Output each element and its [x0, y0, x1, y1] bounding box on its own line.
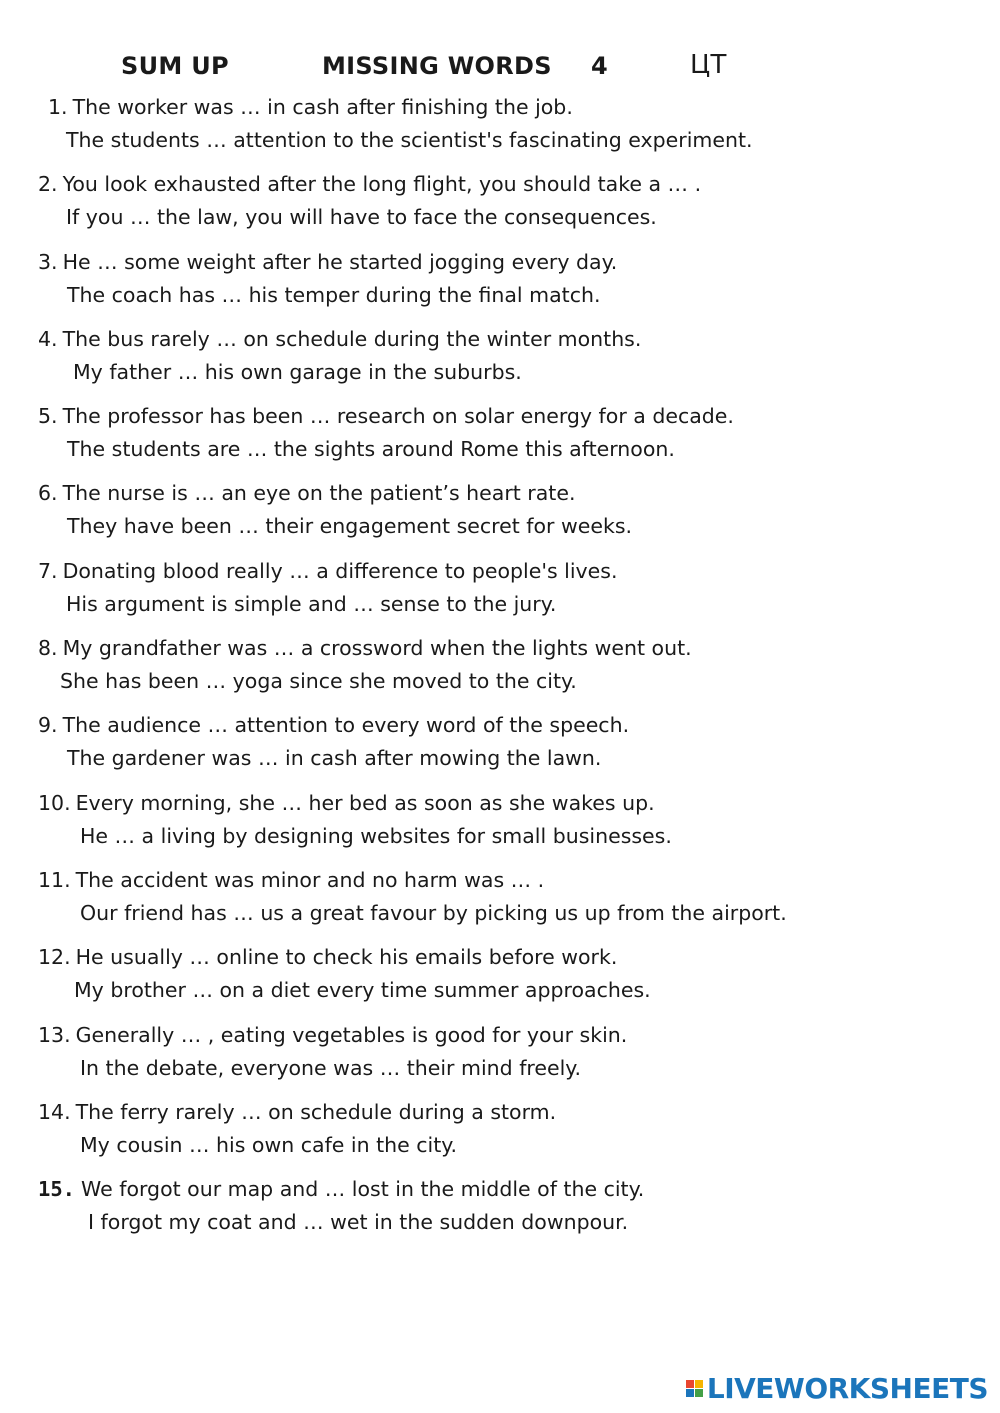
brand-name: LIVEWORKSHEETS — [706, 1372, 988, 1405]
exercise-sentence-1 — [38, 866, 544, 894]
sentence-text: You look exhausted after the long flight, you should take a … . — [62, 172, 702, 197]
exercise-sentence-1 — [38, 402, 734, 430]
logo-squares-icon — [686, 1380, 703, 1397]
exercise-sentence-1 — [38, 1175, 644, 1203]
sentence-text: We forgot our map and … lost in the middle of the city. — [81, 1177, 645, 1202]
sentence-text: The ferry rarely … on schedule during a storm. — [75, 1099, 557, 1124]
exercise-number: 3. — [38, 249, 58, 274]
liveworksheets-logo — [686, 1372, 988, 1405]
exercise-sentence-2: Our friend has … us a great favour by picking us up from the airport. — [80, 900, 787, 925]
exercise-sentence-2: The gardener was … in cash after mowing the lawn. — [67, 746, 602, 771]
exercise-list — [0, 93, 1000, 1252]
exercise-sentence-1 — [38, 1098, 556, 1126]
exercise-item — [0, 557, 1000, 634]
exercise-sentence-2: My brother … on a diet every time summer approaches. — [74, 978, 651, 1003]
exercise-sentence-2: They have been … their engagement secret for weeks. — [67, 514, 633, 539]
exercise-item — [0, 93, 1000, 170]
exercise-item — [0, 1098, 1000, 1175]
exercise-item — [0, 325, 1000, 402]
exercise-item — [0, 170, 1000, 247]
header-sum-up: SUM UP — [121, 52, 229, 80]
exercise-number: 5. — [38, 404, 58, 429]
exercise-number: 1. — [48, 95, 68, 119]
exercise-sentence-2: The coach has … his temper during the final match. — [67, 282, 601, 307]
exercise-sentence-2: His argument is simple and … sense to the jury. — [66, 591, 557, 616]
exercise-sentence-1 — [38, 1021, 627, 1049]
exercise-sentence-1 — [48, 93, 573, 121]
exercise-sentence-2: She has been … yoga since she moved to the city. — [60, 669, 577, 694]
header-number: 4 — [591, 52, 608, 80]
exercise-number: 14. — [38, 1099, 71, 1124]
header-missing-words: MISSING WORDS — [322, 52, 552, 80]
sentence-text: My grandfather was … a crossword when the lights went out. — [62, 636, 692, 661]
exercise-item — [0, 1175, 1000, 1252]
sentence-text: He … some weight after he started jogging every day. — [62, 249, 618, 274]
exercise-number: 15. — [38, 1177, 76, 1202]
exercise-sentence-1 — [38, 557, 617, 585]
exercise-item — [0, 866, 1000, 943]
exercise-number: 7. — [38, 558, 58, 583]
exercise-sentence-1 — [38, 479, 575, 507]
sentence-text: The professor has been … research on solar energy for a decade. — [62, 404, 734, 429]
sentence-text: Generally … , eating vegetables is good for your skin. — [75, 1022, 628, 1047]
exercise-sentence-1 — [38, 325, 641, 353]
exercise-sentence-2: I forgot my coat and … wet in the sudden downpour. — [88, 1210, 629, 1235]
sentence-text: Donating blood really … a difference to people's lives. — [62, 558, 618, 583]
exercise-item — [0, 943, 1000, 1020]
exercise-sentence-2: The students … attention to the scientist's fascinating experiment. — [66, 128, 753, 152]
sentence-text: The worker was … in cash after finishing the job. — [72, 95, 573, 119]
exercise-sentence-1 — [38, 943, 617, 971]
exercise-item — [0, 634, 1000, 711]
exercise-sentence-1 — [38, 170, 701, 198]
exercise-sentence-1 — [38, 711, 629, 739]
exercise-item — [0, 479, 1000, 556]
exercise-sentence-2: In the debate, everyone was … their mind freely. — [80, 1055, 582, 1080]
exercise-sentence-2: My father … his own garage in the suburbs. — [73, 359, 522, 384]
exercise-number: 6. — [38, 481, 58, 506]
exercise-item — [0, 711, 1000, 788]
header-code: ЦТ — [690, 50, 727, 80]
worksheet-header — [0, 52, 1000, 86]
exercise-item — [0, 248, 1000, 325]
exercise-sentence-2: If you … the law, you will have to face the consequences. — [66, 205, 657, 230]
exercise-item — [0, 402, 1000, 479]
exercise-item — [0, 789, 1000, 866]
sentence-text: The accident was minor and no harm was … . — [75, 867, 545, 892]
exercise-sentence-1 — [38, 789, 655, 817]
exercise-number: 13. — [38, 1022, 71, 1047]
exercise-number: 8. — [38, 636, 58, 661]
exercise-number: 11. — [38, 867, 71, 892]
sentence-text: Every morning, she … her bed as soon as she wakes up. — [75, 790, 655, 815]
exercise-number: 2. — [38, 172, 58, 197]
exercise-number: 12. — [38, 945, 71, 970]
sentence-text: He usually … online to check his emails before work. — [75, 945, 618, 970]
sentence-text: The bus rarely … on schedule during the winter months. — [62, 326, 642, 351]
exercise-sentence-2: He … a living by designing websites for small businesses. — [80, 823, 672, 848]
exercise-number: 9. — [38, 713, 58, 738]
exercise-number: 10. — [38, 790, 71, 815]
exercise-sentence-2: The students are … the sights around Rome this afternoon. — [67, 437, 675, 462]
sentence-text: The audience … attention to every word of the speech. — [62, 713, 630, 738]
exercise-number: 4. — [38, 326, 58, 351]
exercise-item — [0, 1021, 1000, 1098]
exercise-sentence-2: My cousin … his own cafe in the city. — [80, 1132, 458, 1157]
sentence-text: The nurse is … an eye on the patient’s heart rate. — [62, 481, 576, 506]
exercise-sentence-1 — [38, 248, 617, 276]
exercise-sentence-1 — [38, 634, 692, 662]
